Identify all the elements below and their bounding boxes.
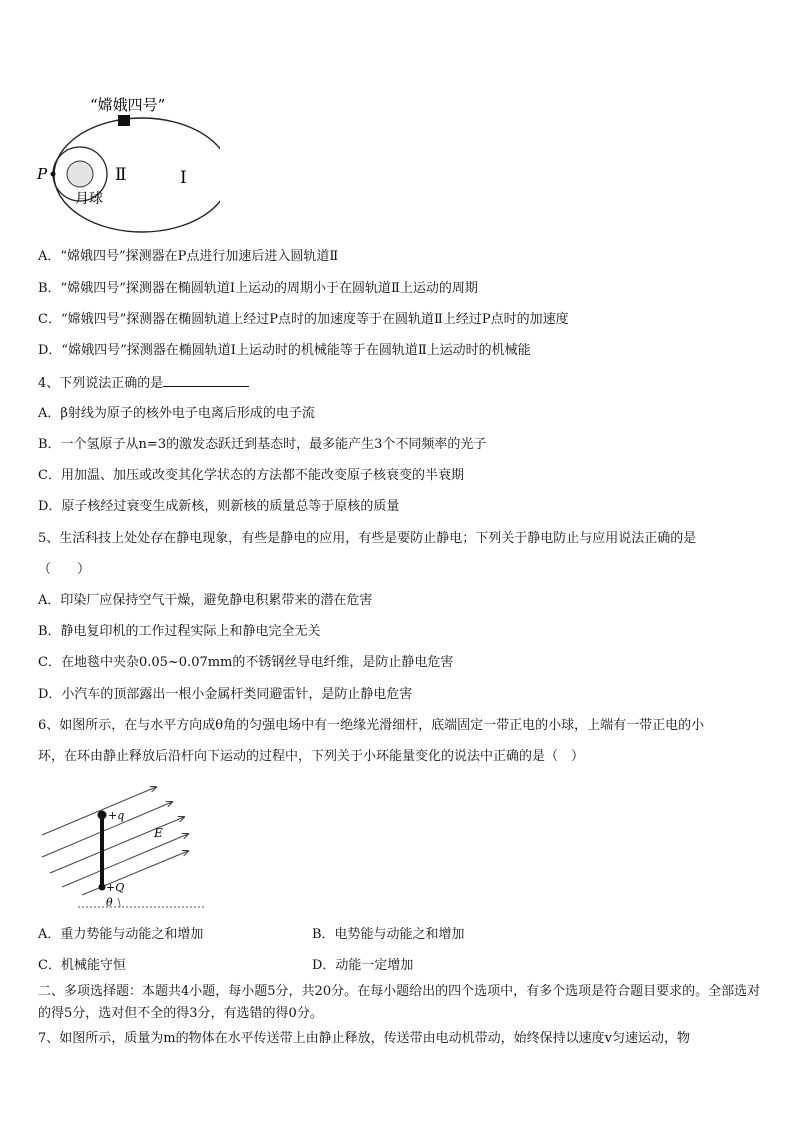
q5-option-d: D．小汽车的顶部露出一根小金属杆类同避雷针，是防止静电危害 xyxy=(38,687,413,702)
q4-option-b: B．一个氢原子从n=3的激发态跃迁到基态时，最多能产生3个不同频率的光子 xyxy=(38,437,487,452)
orbit-figure-title: “嫦娥四号” xyxy=(90,96,166,114)
q3-option-d: D．“嫦娥四号”探测器在椭圆轨道Ⅰ上运动时的机械能等于在圆轨道Ⅱ上运动时的机械能 xyxy=(38,343,531,358)
q4-answer-blank xyxy=(163,372,249,387)
q6-option-b: B．电势能与动能之和增加 xyxy=(312,927,465,942)
field-lines xyxy=(42,787,188,895)
q3-option-c: C．“嫦娥四号”探测器在椭圆轨道上经过P点时的加速度等于在圆轨道Ⅱ上经过P点时的加速度 xyxy=(38,312,569,327)
point-p-dot xyxy=(51,172,56,177)
moon xyxy=(67,161,93,187)
point-p-label: P xyxy=(37,165,48,183)
angle-arc xyxy=(118,898,120,907)
q3-option-a: A．“嫦娥四号”探测器在P点进行加速后进入圆轨道Ⅱ xyxy=(38,249,339,264)
q7-stem: 7、如图所示，质量为m的物体在水平传送带上由静止释放，传送带由电动机带动，始终保持以速度v匀速运动，物 xyxy=(38,1031,690,1046)
q4-option-c: C．用加温、加压或改变其化学状态的方法都不能改变原子核衰变的半衰期 xyxy=(38,468,464,483)
orbit-outer-label: Ⅰ xyxy=(180,168,187,188)
q5-paren: （ ） xyxy=(38,562,91,577)
q6-stem-line1: 6、如图所示，在与水平方向成θ角的匀强电场中有一绝缘光滑细杆，底端固定一带正电的小球，上端有一带正电的小 xyxy=(38,718,705,733)
q5-stem: 5、生活科技上处处存在静电现象，有些是静电的应用，有些是要防止静电；下列关于静电防止与应用说法正确的是 xyxy=(38,531,697,546)
ring-top xyxy=(98,811,107,820)
field-label: E xyxy=(154,826,163,840)
q6-stem-line2: 环，在环由静止释放后沿杆向下运动的过程中，下列关于小环能量变化的说法中正确的是（ ） xyxy=(38,749,585,764)
q4-stem: 4、下列说法正确的是 xyxy=(38,376,164,391)
orbit-figure xyxy=(30,88,220,238)
moon-label: 月球 xyxy=(75,191,103,207)
q6-option-c: C．机械能守恒 xyxy=(38,958,126,973)
orbit-inner-label: Ⅱ xyxy=(115,165,127,185)
q6-option-d: D．动能一定增加 xyxy=(312,958,414,973)
ball-bottom xyxy=(99,884,106,891)
q5-option-c: C．在地毯中夹杂0.05~0.07mm的不锈钢丝导电纤维，是防止静电危害 xyxy=(38,655,454,670)
q4-stem-line xyxy=(38,372,764,394)
bottom-charge-label: +Q xyxy=(106,881,125,894)
q6-option-a: A．重力势能与动能之和增加 xyxy=(38,927,204,942)
field-figure xyxy=(38,785,218,915)
q4-option-d: D．原子核经过衰变生成新核，则新核的质量总等于原核的质量 xyxy=(38,499,400,514)
q5-option-a: A．印染厂应保持空气干燥，避免静电积累带来的潜在危害 xyxy=(38,593,373,608)
probe-icon xyxy=(118,115,130,126)
top-charge-label: +q xyxy=(108,809,125,822)
q4-option-a: A．β射线为原子的核外电子电离后形成的电子流 xyxy=(38,406,315,421)
q5-option-b: B．静电复印机的工作过程实际上和静电完全无关 xyxy=(38,624,321,639)
q3-option-b: B．“嫦娥四号”探测器在椭圆轨道Ⅰ上运动的周期小于在圆轨道Ⅱ上运动的周期 xyxy=(38,281,478,296)
angle-label: θ xyxy=(106,896,113,909)
section2-heading: 二、多项选择题：本题共4小题，每小题5分，共20分。在每小题给出的四个选项中，有多个选项是符合题目要求的。全部选对的得5分，选对但不全的得3分，有选错的得0分。 xyxy=(38,984,761,1021)
